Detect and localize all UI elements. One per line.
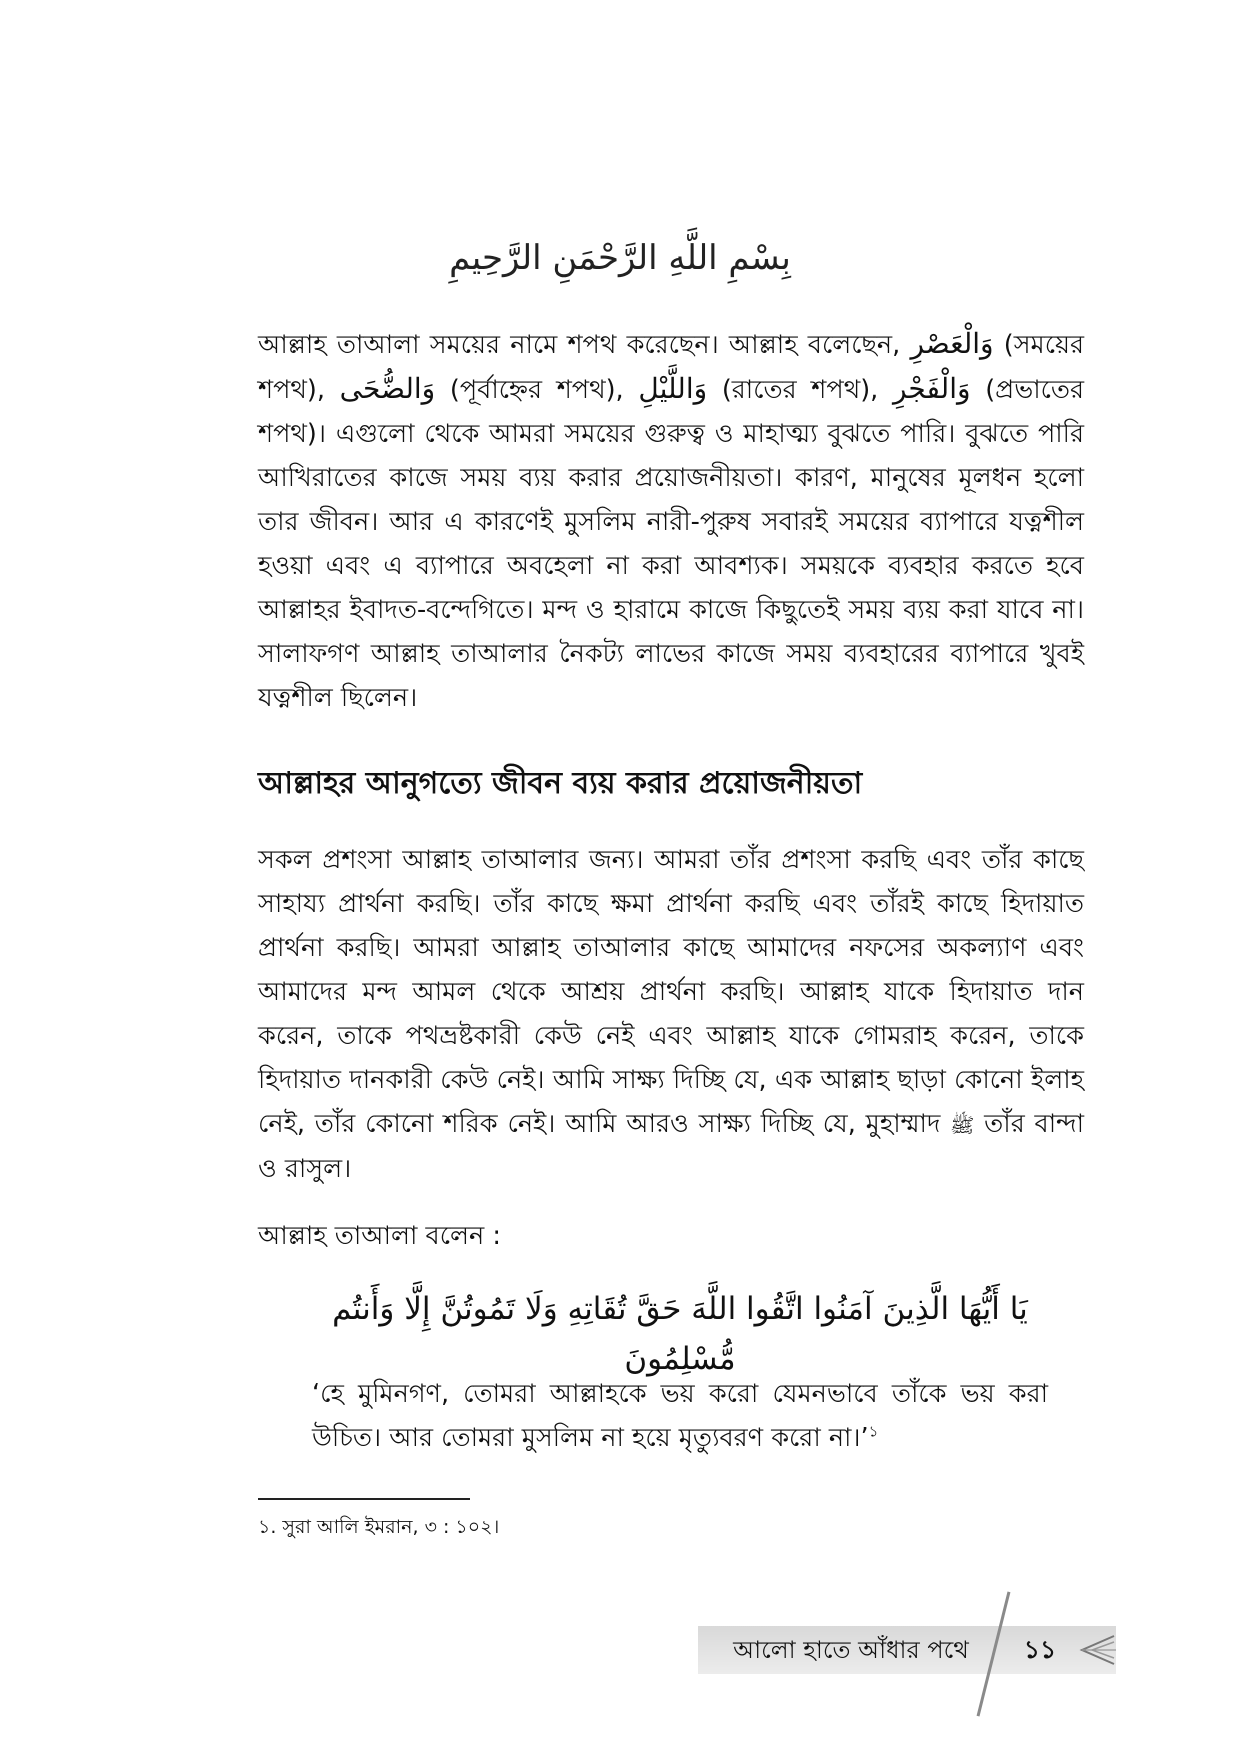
translation-text: ‘হে মুমিনগণ, তোমরা আল্লাহকে ভয় করো যেমনভাবে তাঁকে ভয় করা উচিত। আর তোমরা মুসলিম না হয়ে মৃত্যুবরণ করো না।’ [312, 1379, 1048, 1453]
paragraph-praise [258, 838, 1084, 1191]
footnote-divider [258, 1498, 470, 1500]
paragraph1-text-4: (রাতের শপথ), [707, 375, 893, 405]
section-heading: আল্লাহর আনুগত্যে জীবন ব্যয় করার প্রয়োজনীয়তা [258, 766, 863, 801]
arabic-wad-duha: وَالضُّحَى [339, 372, 436, 405]
page-number: ১১ [1023, 1635, 1057, 1664]
footnote: ১. সুরা আলি ইমরান, ৩ : ১০২। [258, 1516, 500, 1538]
footer-chevron-decoration-icon [1078, 1630, 1118, 1670]
arabic-wal-asr: وَالْعَصْرِ [910, 327, 994, 360]
salawat-symbol: ﷺ [950, 1113, 975, 1137]
paragraph2-text-1: সকল প্রশংসা আল্লাহ তাআলার জন্য। আমরা তাঁর প্রশংসা করছি এবং তাঁর কাছে সাহায্য প্রার্থনা করছি। তাঁর কাছে ক্ষমা প্রার্থনা করছি এবং তাঁরই কাছে হিদায়াত প্রার্থনা করছি। আমরা আল্লাহ তাআলার কাছে আমাদের নফসের অকল্যাণ এবং আমাদের মন্দ আমল থেকে আশ্রয় প্রার্থনা করছি। আল্লাহ যাকে হিদায়াত দান করেন, তাকে পথভ্রষ্টকারী কেউ নেই এবং আল্লাহ যাকে গোমরাহ করেন, তাকে হিদায়াত দানকারী কেউ নেই। আমি সাক্ষ্য দিচ্ছি যে, এক আল্লাহ ছাড়া কোনো ইলাহ নেই, তাঁর কোনো শরিক নেই। আমি আরও সাক্ষ্য দিচ্ছি যে, মুহাম্মাদ [258, 845, 1084, 1139]
quran-verse-arabic: يَا أَيُّهَا الَّذِينَ آمَنُوا اتَّقُوا اللَّهَ حَقَّ تُقَاتِهِ وَلَا تَمُوتُنَّ إِلَّا وَأَنتُم مُّسْلِمُونَ [332, 1291, 1028, 1377]
footer-book-title: আলো হাতে আঁধার পথে [733, 1636, 969, 1664]
paragraph2-text-2: তাঁর বান্দা ও রাসুল। [258, 1109, 1084, 1184]
arabic-wal-layl: وَاللَّيْلِ [638, 372, 708, 405]
bismillah-calligraphy: بِسْمِ اللَّهِ الرَّحْمَنِ الرَّحِيمِ [449, 238, 791, 278]
paragraph1-text-2: (সময়ের শপথ), [258, 330, 1084, 405]
paragraph1-text-5: (প্রভাতের শপথ)। এগুলো থেকে আমরা সময়ের গুরুত্ব ও মাহাত্ম্য বুঝতে পারি। বুঝতে পারি আখিরাতের কাজে সময় ব্যয় করার প্রয়োজনীয়তা। কারণ, মানুষের মূলধন হলো তার জীবন। আর এ কারণেই মুসলিম নারী-পুরুষ সবারই সময়ের ব্যাপারে যত্নশীল হওয়া এবং এ ব্যাপারে অবহেলা না করা আবশ্যক। সময়কে ব্যবহার করতে হবে আল্লাহর ইবাদত-বন্দেগিতে। মন্দ ও হারামে কাজে কিছুতেই সময় ব্যয় করা যাবে না। সালাফগণ আল্লাহ তাআলার নৈকট্য লাভের কাজে সময় ব্যবহারের ব্যাপারে খুবই যত্নশীল ছিলেন। [258, 375, 1085, 713]
paragraph1-text-1: আল্লাহ তাআলা সময়ের নামে শপথ করেছেন। আল্লাহ বলেছেন, [258, 330, 911, 360]
arabic-wal-fajr: وَالْفَجْرِ [892, 372, 971, 405]
footnote-reference[interactable]: ১ [868, 1422, 879, 1441]
verse-translation [312, 1372, 1048, 1460]
verse-intro: আল্লাহ তাআলা বলেন : [258, 1221, 501, 1251]
paragraph-time-oath [258, 322, 1084, 720]
paragraph1-text-3: (পূর্বাহ্নের শপথ), [435, 375, 639, 405]
